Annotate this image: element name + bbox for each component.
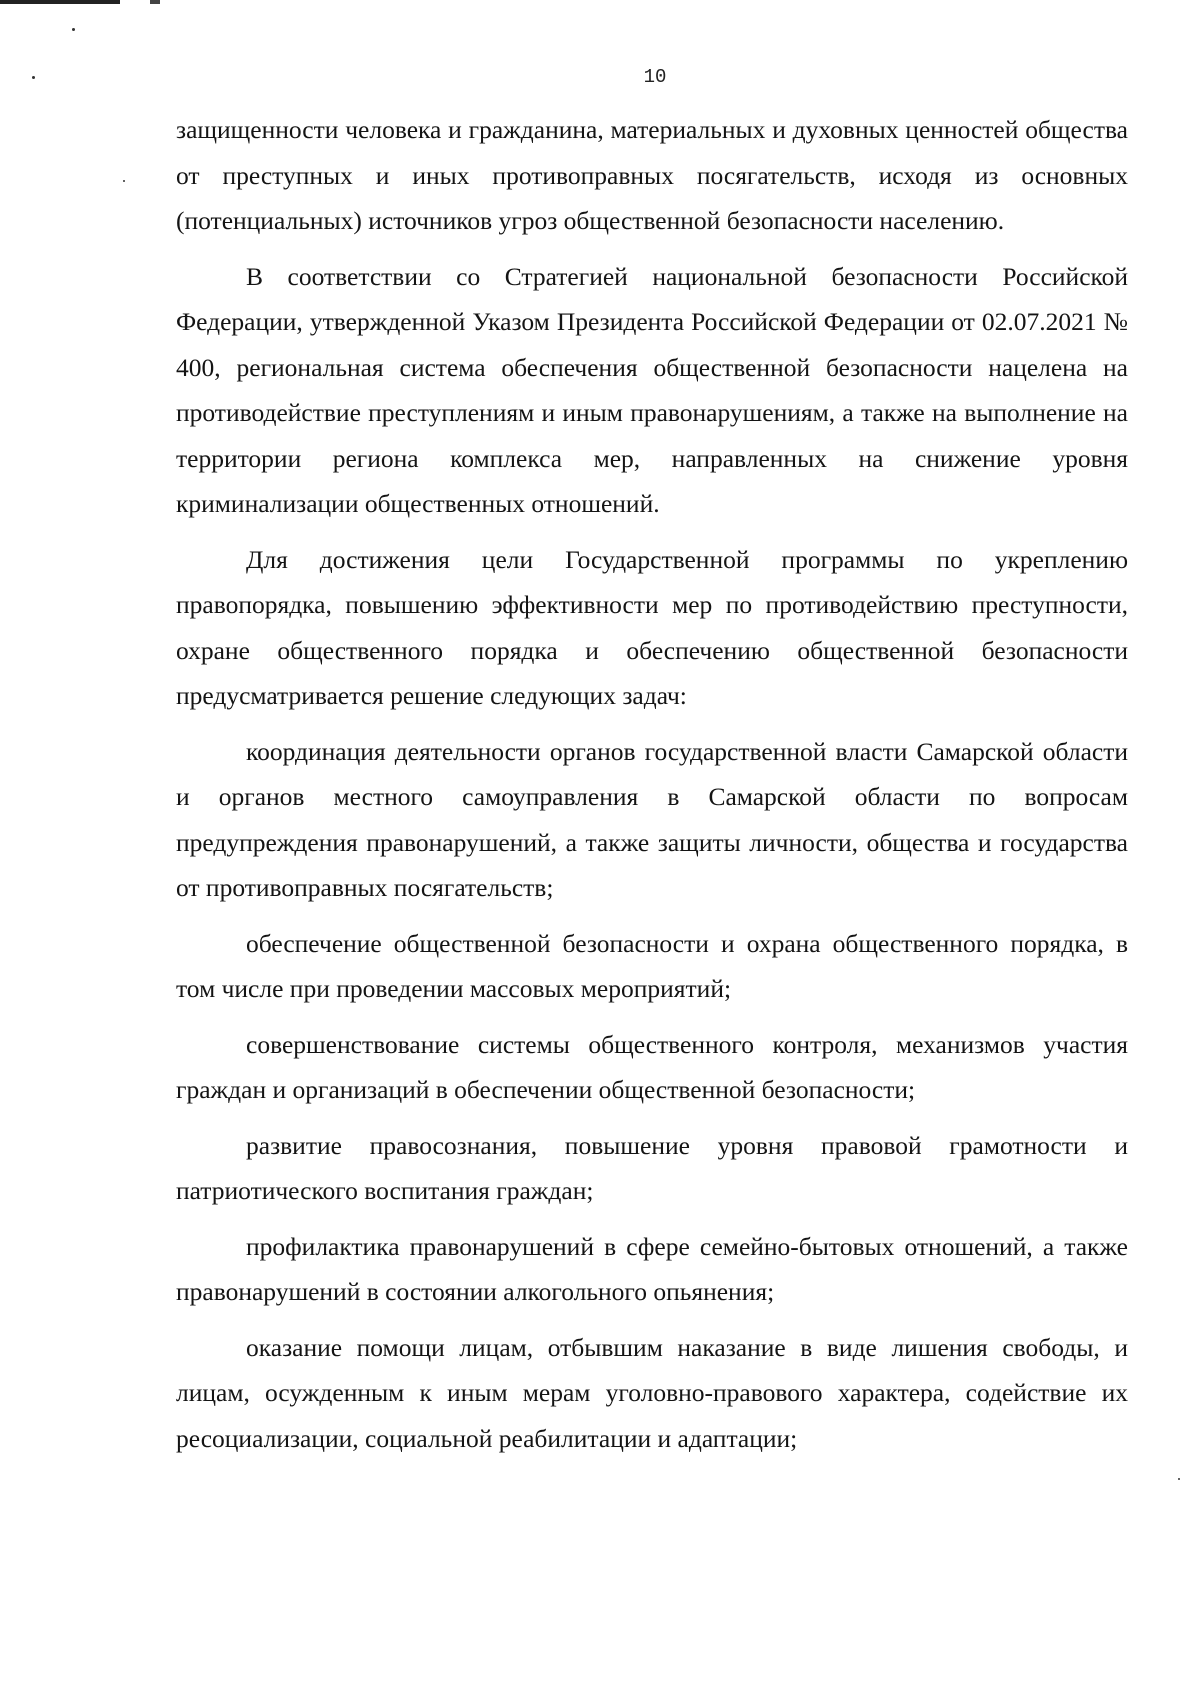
task-item-family-prevention: профилактика правонарушений в сфере семейно-бытовых отношений, а также правонарушений в состоянии алкогольного опьянения; [176, 1231, 1128, 1306]
scan-edge-mark [0, 0, 230, 4]
scan-speck [123, 180, 125, 182]
task-item-rehabilitation: оказание помощи лицам, отбывшим наказание в виде лишения свободы, и лицам, осужденным к иным мерам уголовно-правового характера, содействие их ресоциализации, социальной реабилитации и адаптации; [176, 1332, 1128, 1453]
task-item-public-order: обеспечение общественной безопасности и охрана общественного порядка, в том числе при проведении массовых мероприятий; [176, 928, 1128, 1003]
task-item-legal-awareness: развитие правосознания, повышение уровня правовой грамотности и патриотического воспитания граждан; [176, 1130, 1128, 1205]
scan-speck [72, 28, 75, 31]
paragraph-continuation: защищенности человека и гражданина, материальных и духовных ценностей общества от преступных и иных противоправных посягательств, исходя из основных (потенциальных) источников угроз общественной безопасности населению. [176, 115, 1128, 235]
paragraph-strategy: В соответствии со Стратегией национальной безопасности Российской Федерации, утвержденной Указом Президента Российской Федерации от 02.07.2021 № 400, региональная система обеспечения общественной безопасности нацелена на противодействие преступлениям и иным правонарушениям, а также на выполнение на территории региона комплекса мер, направленных на снижение уровня криминализации общественных отношений. [176, 261, 1128, 518]
task-item-public-control: совершенствование системы общественного контроля, механизмов участия граждан и организаций в обеспечении общественной безопасности; [176, 1029, 1128, 1104]
paragraph-tasks-intro: Для достижения цели Государственной программы по укреплению правопорядка, повышению эффективности мер по противодействию преступности, охране общественного порядка и обеспечению общественной безопасности предусматривается решение следующих задач: [176, 544, 1128, 710]
page-number: 10 [643, 66, 667, 88]
document-body [176, 107, 1128, 1471]
task-item-coordination: координация деятельности органов государственной власти Самарской области и органов местного самоуправления в Самарской области по вопросам предупреждения правонарушений, а также защиты личности, общества и государства от противоправных посягательств; [176, 736, 1128, 902]
scan-speck [1178, 1478, 1180, 1480]
